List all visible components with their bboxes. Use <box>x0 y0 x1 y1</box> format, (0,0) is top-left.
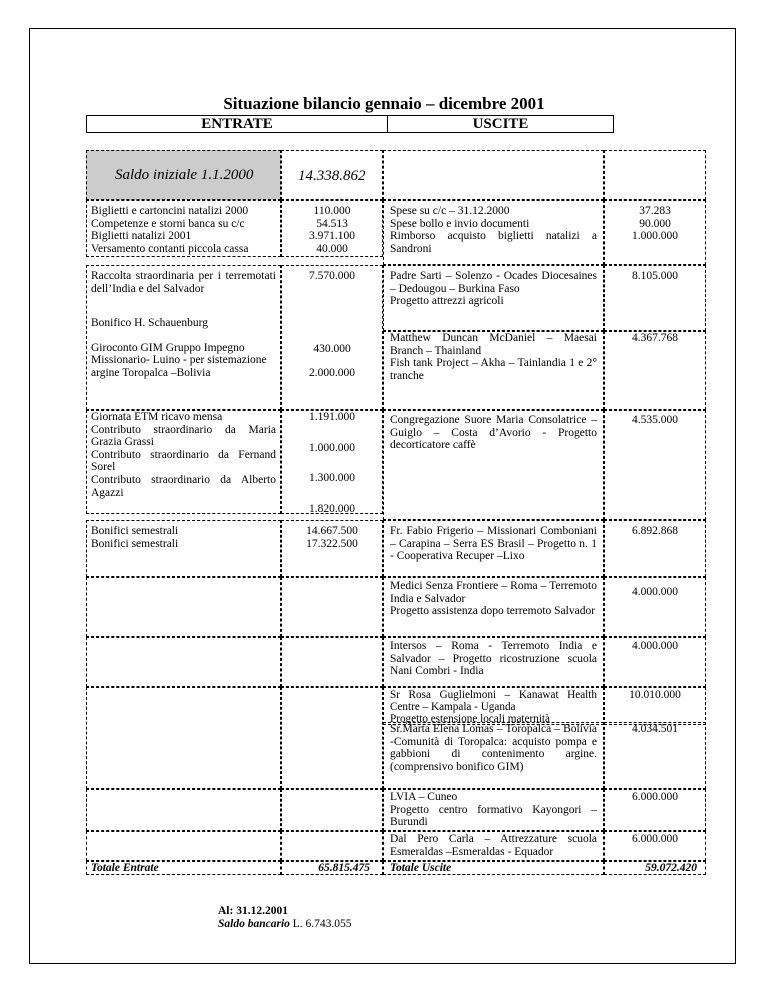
entrate-value: 17.322.500 <box>306 537 358 550</box>
entrate-desc-2 <box>86 265 281 410</box>
entrate-desc-3 <box>86 410 281 514</box>
uscite-val-5 <box>604 520 706 577</box>
uscite-value: 4.000.000 <box>632 640 678 652</box>
uscite-value: 8.105.000 <box>632 270 678 282</box>
totale-uscite-value: 59.072.420 <box>645 862 697 874</box>
entrate-line: Contributo straordinario da Maria Grazia Grassi <box>91 423 276 449</box>
totale-entrate-value-cell <box>281 861 383 875</box>
entrate-value: 430.000 <box>313 342 351 355</box>
empty-cell <box>86 789 281 831</box>
totale-uscite-value-cell <box>604 861 706 875</box>
entrate-desc-1 <box>86 200 281 257</box>
saldo-iniziale-value-cell <box>281 150 383 200</box>
uscite-val-4 <box>604 410 706 520</box>
uscite-value: 4.034.501 <box>632 723 678 735</box>
uscite-value: 4.367.768 <box>632 332 678 344</box>
entrate-line: Versamento contanti piccola cassa <box>91 242 249 255</box>
empty-cell <box>281 687 383 789</box>
uscite-desc-6: Medici Senza Frontiere – Roma – Terremoto India e Salvador Progetto assistenza dopo terremoto Salvador <box>383 577 604 637</box>
uscite-value: 4.535.000 <box>632 414 678 426</box>
uscite-val-2 <box>604 265 706 331</box>
saldo-finale-label: Saldo bancario <box>218 918 290 930</box>
empty-cell <box>86 637 281 687</box>
entrate-line: Bonifici semestrali <box>91 525 179 537</box>
entrate-line: Biglietti natalizi 2001 <box>91 230 192 243</box>
uscite-val-11 <box>604 831 706 861</box>
saldo-iniziale-label: Saldo iniziale 1.1.2000 <box>115 167 254 183</box>
uscite-desc-7: Intersos – Roma - Terremoto India e Salvador – Progetto ricostruzione scuola Nani Combri - India <box>383 637 604 687</box>
entrate-line: Biglietti e cartoncini natalizi 2000 <box>91 205 249 217</box>
uscite-value: 6.000.000 <box>632 791 678 803</box>
entrate-line: Competenze e storni banca su c/c <box>91 217 245 230</box>
totale-uscite-label-cell <box>383 861 604 875</box>
entrate-val-3 <box>281 410 383 514</box>
uscite-value: 6.000.000 <box>632 833 678 845</box>
entrate-val-4 <box>281 520 383 577</box>
saldo-iniziale-value: 14.338.862 <box>298 168 366 184</box>
entrate-value: 1.000.000 <box>309 441 355 454</box>
saldo-finale-date: Al: 31.12.2001 <box>218 905 288 917</box>
empty-cell <box>86 687 281 789</box>
entrate-value: 54.513 <box>316 217 348 230</box>
uscite-desc-8: Sr Rosa Guglielmoni – Kanawat Health Centre – Kampala - Uganda Progetto estensione locali maternità <box>383 687 604 725</box>
uscite-desc-1: Spese su c/c – 31.12.2000 Spese bollo e invio documenti Rimborso acquisto biglietti natalizi a Sandroni <box>383 200 604 265</box>
entrate-header: ENTRATE <box>87 116 388 132</box>
uscite-val-7 <box>604 637 706 687</box>
column-headers <box>86 115 614 133</box>
totale-entrate-value: 65.815.475 <box>318 862 370 874</box>
entrate-val-2 <box>281 265 383 410</box>
entrate-desc-4 <box>86 520 281 577</box>
entrate-val-1 <box>281 200 383 257</box>
entrate-value: 2.000.000 <box>309 367 355 380</box>
uscite-value: 1.000.000 <box>632 230 678 243</box>
uscite-desc-4: Congregazione Suore Maria Consolatrice – Guiglo – Costa d’Avorio - Progetto decorticatore caffè <box>383 410 604 520</box>
entrate-value: 1.820.000 <box>309 502 355 514</box>
entrate-line: Giornata ETM ricavo mensa <box>91 411 223 423</box>
entrate-value: 7.570.000 <box>309 270 355 282</box>
saldo-iniziale-empty-val <box>604 150 706 200</box>
uscite-value: 90.000 <box>639 217 671 230</box>
entrate-line: Contributo straordinario da Fernand Sorel <box>91 448 276 474</box>
entrate-line: Bonifici semestrali <box>91 537 179 550</box>
totale-uscite-label: Totale Uscite <box>390 862 452 874</box>
totale-entrate-label-cell <box>86 861 281 875</box>
uscite-value: 37.283 <box>639 205 671 217</box>
saldo-iniziale-label-cell <box>86 150 281 200</box>
entrate-value: 110.000 <box>313 205 351 217</box>
uscite-value: 4.000.000 <box>632 586 678 598</box>
entrate-line: Bonifico H. Schauenburg <box>91 317 209 330</box>
page-title: Situazione bilancio gennaio – dicembre 2001 <box>223 94 545 113</box>
uscite-value: 6.892.868 <box>632 525 678 537</box>
uscite-value: 10.010.000 <box>629 689 681 701</box>
entrate-value: 1.300.000 <box>309 472 355 485</box>
uscite-desc-3: Matthew Duncan McDaniel – Maesai Branch – Thainland Fish tank Project – Akha – Tainlandia 1 e 2° tranche <box>383 331 604 410</box>
uscite-val-10 <box>604 789 706 831</box>
empty-cell <box>281 831 383 861</box>
uscite-desc-5: Fr. Fabio Frigerio – Missionari Comboniani – Carapina – Serra ES Brasil – Progetto n. 1 - Cooperativa Recuper –Lixo <box>383 520 604 577</box>
empty-cell <box>281 789 383 831</box>
saldo-iniziale-empty-desc <box>383 150 604 200</box>
uscite-desc-2: Padre Sarti – Solenzo - Ocades Diocesaines – Dedougou – Burkina Faso Progetto attrezzi agricoli <box>383 265 604 331</box>
entrate-line: Giroconto GIM Gruppo Impegno Missionario- Luino - per sistemazione argine Toropalca –Bolivia <box>91 341 267 379</box>
uscite-desc-10: LVIA – Cuneo Progetto centro formativo Kayongori – Burundi <box>383 789 604 831</box>
empty-cell <box>281 577 383 637</box>
entrate-value: 1.191.000 <box>309 411 355 423</box>
saldo-finale <box>218 905 352 931</box>
uscite-val-6 <box>604 577 706 637</box>
uscite-val-1 <box>604 200 706 265</box>
totale-entrate-label: Totale Entrate <box>91 862 159 874</box>
uscite-val-9 <box>604 722 706 789</box>
saldo-finale-value: L. 6.743.055 <box>292 918 352 930</box>
empty-cell <box>86 831 281 861</box>
empty-cell <box>281 637 383 687</box>
entrate-value: 14.667.500 <box>306 525 358 537</box>
entrate-line: Contributo straordinario da Alberto Agazzi <box>91 473 276 499</box>
uscite-desc-9: Sr.Marta Elena Lomas – Toropalca – Bolivia -Comunità di Toropalca: acquisto pompa e gabbioni di contenimento argine. (comprensivo bonifico GIM) <box>383 722 604 789</box>
empty-cell <box>86 577 281 637</box>
uscite-header: USCITE <box>472 116 529 132</box>
uscite-val-3 <box>604 331 706 410</box>
entrate-line: Raccolta straordinaria per i terremotati dell’India e del Salvador <box>91 270 276 295</box>
uscite-val-8 <box>604 687 706 725</box>
uscite-desc-11: Dal Pero Carla – Attrezzature scuola Esmeraldas –Esmeraldas - Equador <box>383 831 604 861</box>
entrate-value: 40.000 <box>316 242 348 255</box>
entrate-value: 3.971.100 <box>309 230 355 243</box>
